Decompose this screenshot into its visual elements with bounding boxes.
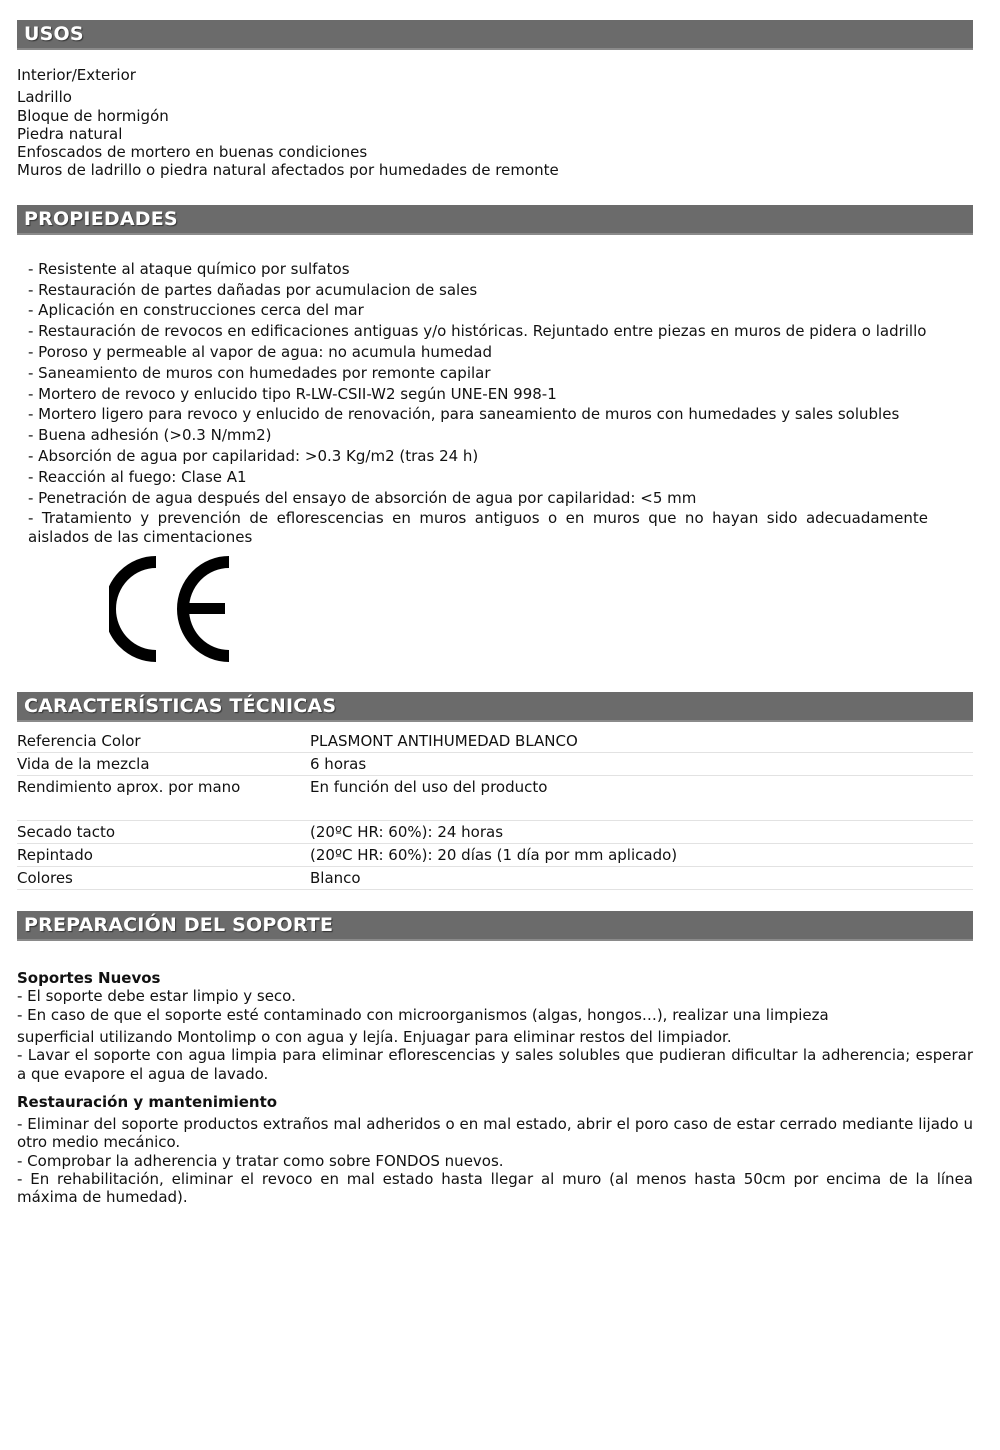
row-value: En función del uso del producto	[310, 778, 548, 797]
section-header-propiedades	[17, 205, 973, 235]
prep-line: superficial utilizando Montolimp o con agua y lejía. Enjuagar para eliminar restos del limpiador.	[17, 1028, 732, 1047]
prep-line: - En rehabilitación, eliminar el revoco en mal estado hasta llegar al muro (al menos hasta 50cm por encima de la línea máxima de humedad).	[17, 1169, 973, 1207]
table-row	[17, 844, 973, 867]
section-header-usos	[17, 20, 973, 50]
row-value: (20ºC HR: 60%): 20 días (1 día por mm aplicado)	[310, 846, 678, 865]
usos-scope: Interior/Exterior	[17, 66, 136, 84]
propiedad-item: - Reacción al fuego: Clase A1	[28, 467, 247, 486]
propiedades-list	[17, 260, 973, 546]
row-value: PLASMONT ANTIHUMEDAD BLANCO	[310, 732, 578, 751]
propiedad-item: - Mortero de revoco y enlucido tipo R-LW-CSII-W2 según UNE-EN 998-1	[28, 384, 557, 403]
row-value: (20ºC HR: 60%): 24 horas	[310, 823, 504, 842]
table-row	[17, 821, 973, 844]
section-title-propiedades: PROPIEDADES	[24, 207, 178, 230]
prep-line: - Lavar el soporte con agua limpia para eliminar eflorescencias y sales solubles que pudieran dificultar la adherencia; esperar a que evapore el agua de lavado.	[17, 1046, 973, 1083]
table-row	[17, 730, 973, 753]
propiedad-item: - Restauración de partes dañadas por acumulacion de sales	[28, 280, 478, 299]
propiedad-item: - Saneamiento de muros con humedades por remonte capilar	[28, 363, 491, 382]
propiedad-item: - Aplicación en construcciones cerca del mar	[28, 301, 364, 320]
row-label: Referencia Color	[17, 732, 141, 751]
propiedad-item: - Mortero ligero para revoco y enlucido de renovación, para saneamiento de muros con humedades y sales solubles	[28, 405, 900, 424]
table-row	[17, 867, 973, 890]
usos-item: Bloque de hormigón	[17, 106, 169, 125]
usos-item: Ladrillo	[17, 88, 72, 107]
usos-item: Piedra natural	[17, 124, 123, 143]
propiedad-item: - Penetración de agua después del ensayo de absorción de agua por capilaridad: <5 mm	[28, 488, 697, 507]
subheading-restauracion: Restauración y mantenimiento	[17, 1092, 278, 1111]
row-value: Blanco	[310, 869, 361, 888]
datasheet	[17, 20, 973, 1206]
table-row	[17, 776, 973, 821]
row-label: Secado tacto	[17, 823, 116, 842]
prep-line: - El soporte debe estar limpio y seco.	[17, 987, 296, 1006]
propiedad-item: - Resistente al ataque químico por sulfatos	[28, 259, 350, 278]
usos-item: Muros de ladrillo o piedra natural afectados por humedades de remonte	[17, 161, 559, 180]
section-title-preparacion: PREPARACIÓN DEL SOPORTE	[24, 914, 334, 937]
subheading-soportes-nuevos: Soportes Nuevos	[17, 969, 161, 988]
usos-list	[17, 66, 973, 180]
tech-table	[17, 730, 973, 890]
propiedad-item: - Restauración de revocos en edificaciones antiguas y/o históricas. Rejuntado entre piezas en muros de pidera o ladrillo	[28, 322, 927, 341]
row-label: Rendimiento aprox. por mano	[17, 778, 241, 797]
ce-mark-icon	[109, 556, 235, 662]
table-row	[17, 753, 973, 776]
row-value: 6 horas	[310, 755, 367, 774]
propiedad-item: - Absorción de agua por capilaridad: >0.3 Kg/m2 (tras 24 h)	[28, 446, 479, 465]
propiedad-item: - Poroso y permeable al vapor de agua: no acumula humedad	[28, 342, 492, 361]
row-label: Vida de la mezcla	[17, 755, 150, 774]
prep-line: - En caso de que el soporte esté contaminado con microorganismos (algas, hongos…), realizar una limpieza	[17, 1005, 829, 1024]
section-header-preparacion	[17, 911, 973, 941]
propiedad-item: - Buena adhesión (>0.3 N/mm2)	[28, 426, 272, 445]
section-title-usos: USOS	[24, 23, 84, 45]
section-title-caracteristicas: CARACTERÍSTICAS TÉCNICAS	[24, 695, 337, 718]
row-label: Colores	[17, 869, 73, 888]
row-label: Repintado	[17, 846, 93, 865]
usos-item: Enfoscados de mortero en buenas condiciones	[17, 143, 368, 162]
prep-line: - Eliminar del soporte productos extraños mal adheridos o en mal estado, abrir el poro caso de estar cerrado mediante lijado u otro medio mecánico.	[17, 1114, 973, 1152]
propiedad-item: - Tratamiento y prevención de eflorescencias en muros antiguos o en muros que no hayan sido adecuadamente aislados de las cimentaciones	[28, 509, 928, 546]
prep-line: - Comprobar la adherencia y tratar como sobre FONDOS nuevos.	[17, 1151, 504, 1170]
section-header-caracteristicas	[17, 692, 973, 722]
preparacion-content	[17, 969, 973, 1206]
